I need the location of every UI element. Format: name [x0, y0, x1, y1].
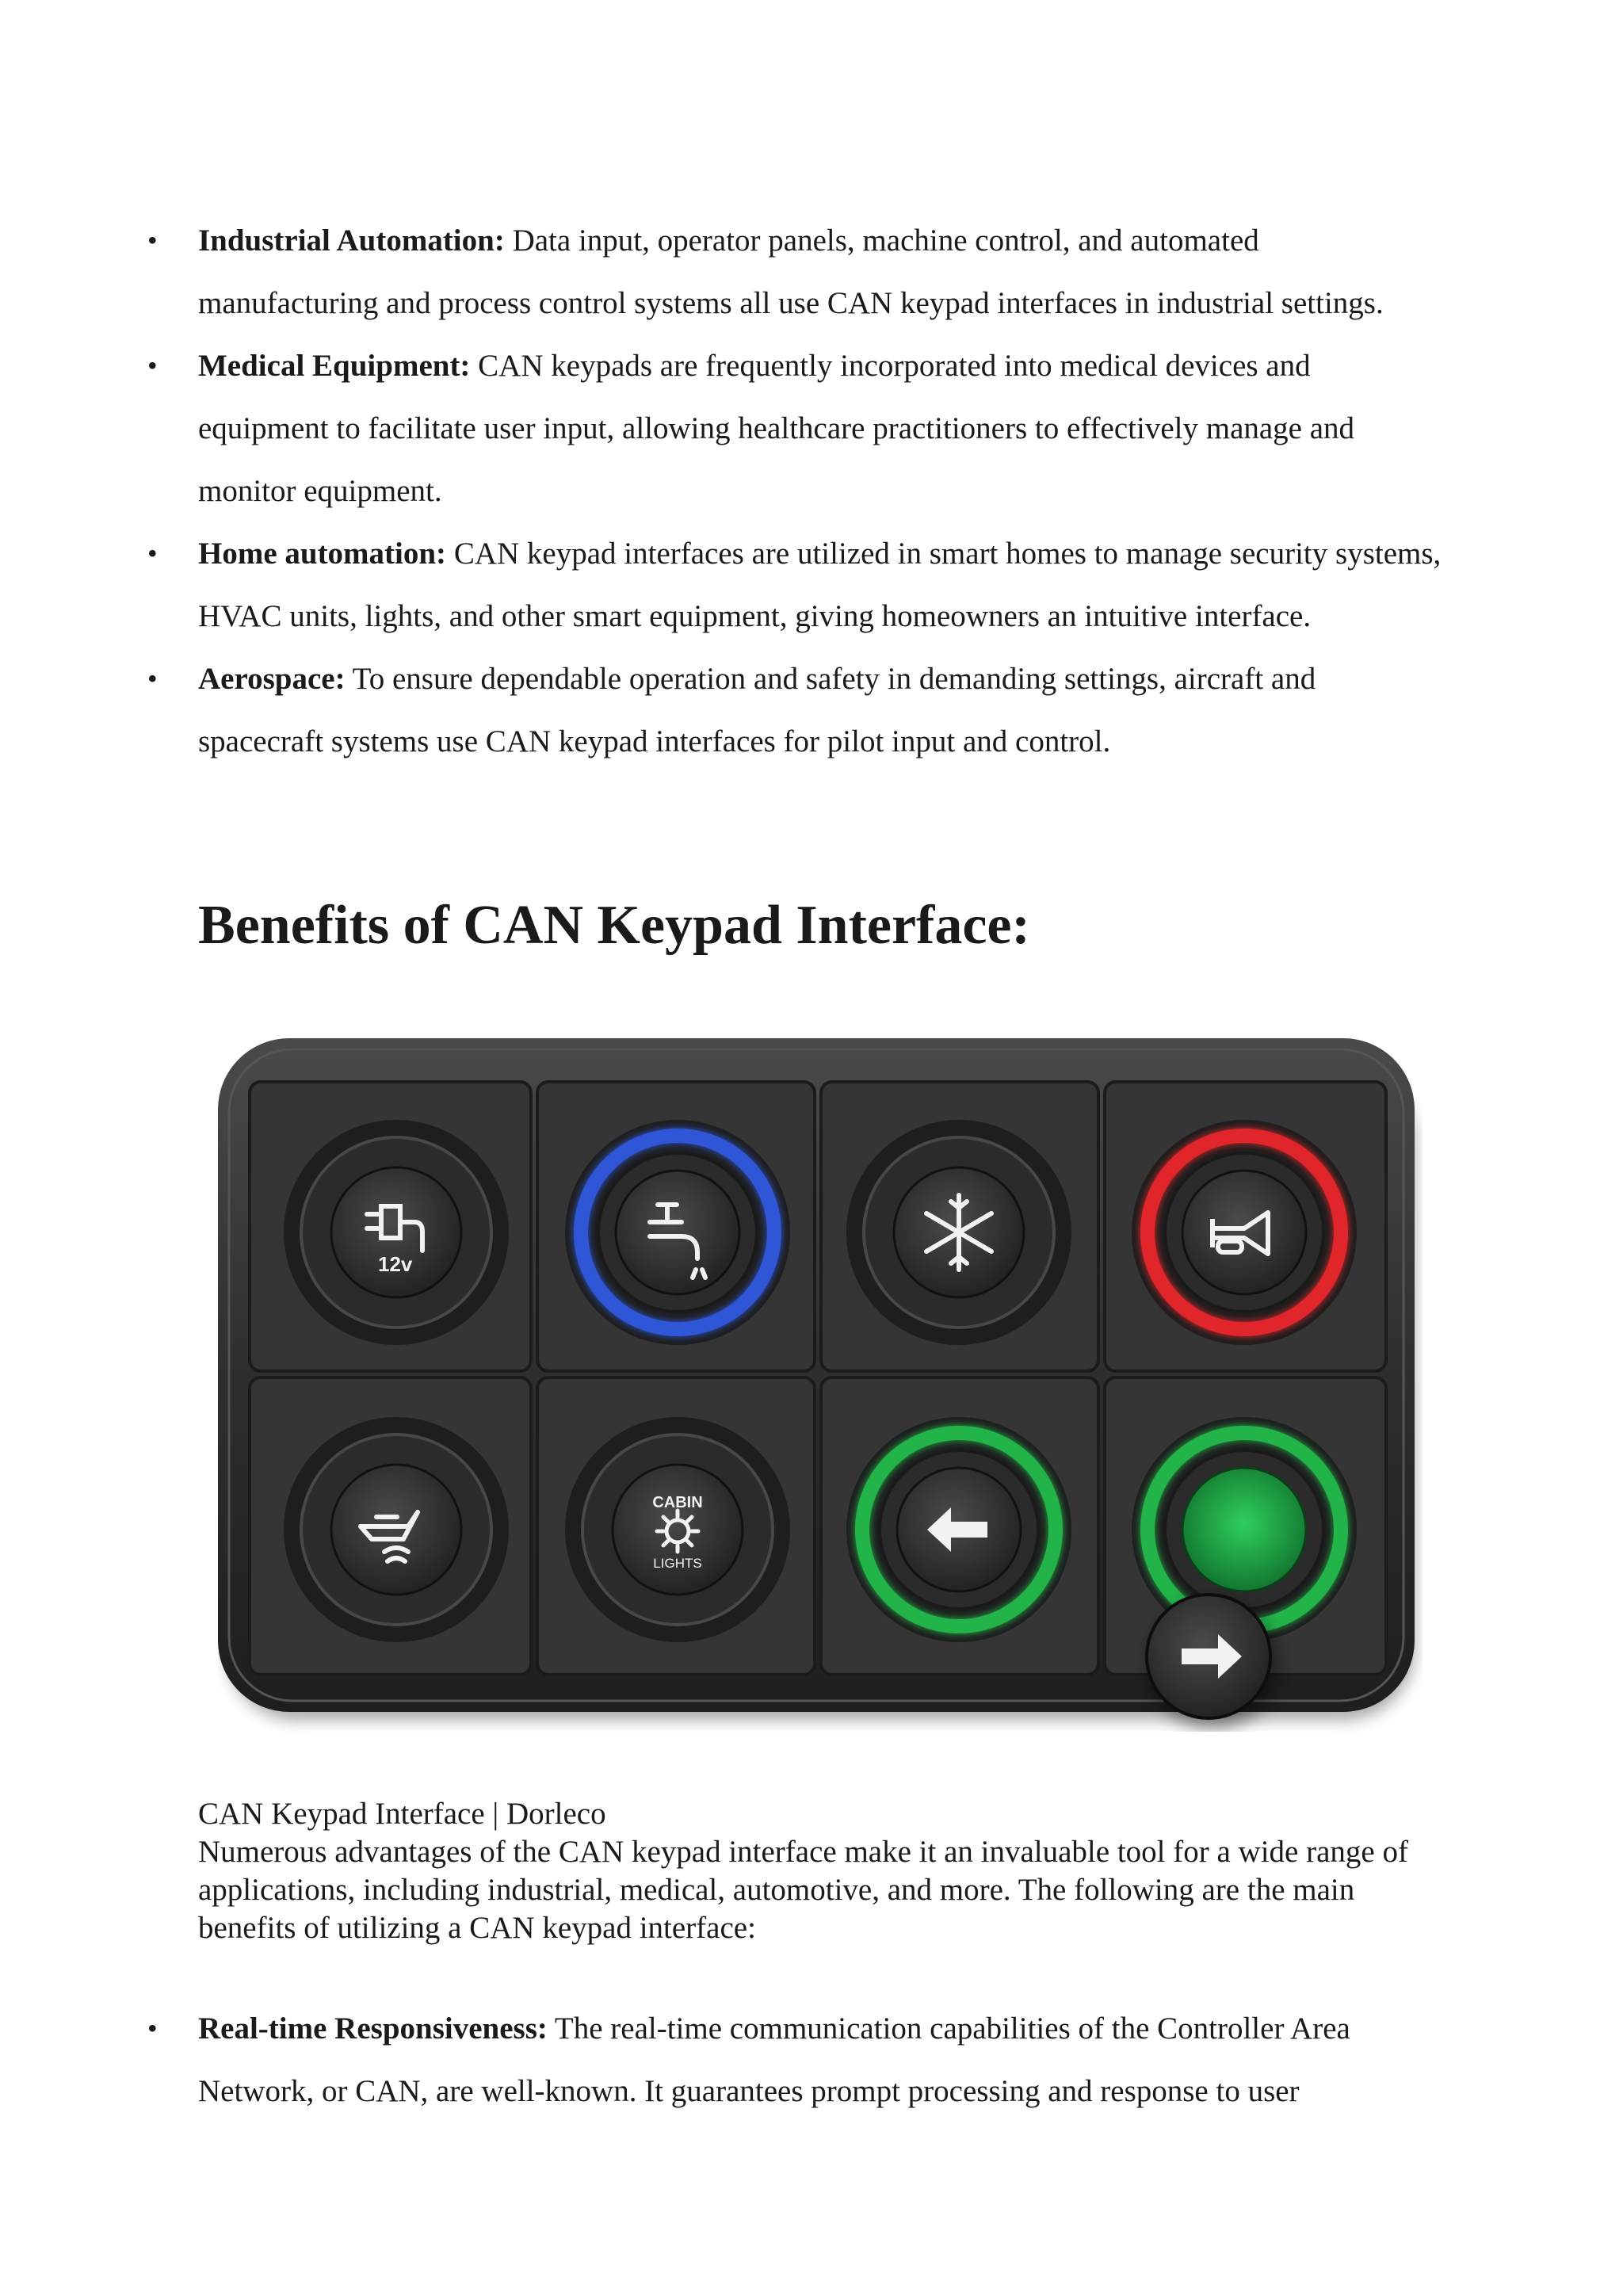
button-snowflake-ac[interactable]	[846, 1120, 1071, 1345]
item-text: To ensure dependable operation and safety in demanding settings, aircraft and spacecraft systems use CAN keypad interfaces for pilot input and control.	[198, 662, 1316, 758]
button-12v-power[interactable]	[284, 1120, 509, 1345]
bullet-icon: •	[147, 350, 158, 381]
item-text: Data input, operator panels, machine control, and automated manufacturing and process control systems all use CAN keypad interfaces in industrial settings.	[198, 223, 1384, 320]
keypad-image	[218, 1038, 1423, 1732]
item-term: Real-time Responsiveness:	[198, 2011, 548, 2046]
item-term: Medical Equipment:	[198, 349, 471, 383]
lights-label: LIGHTS	[653, 1556, 702, 1571]
bullet-icon: •	[147, 224, 158, 256]
button-cabin-lights[interactable]	[565, 1417, 790, 1642]
button-water-tap[interactable]	[565, 1120, 790, 1345]
image-caption: CAN Keypad Interface | Dorleco	[198, 1797, 606, 1831]
list-item	[0, 1997, 1442, 2122]
item-term: Industrial Automation:	[198, 223, 505, 258]
item-term: Home automation:	[198, 537, 447, 571]
button-boat-hull[interactable]	[284, 1417, 509, 1642]
power-label: 12v	[378, 1252, 413, 1276]
bullet-icon: •	[147, 2012, 158, 2044]
bullet-icon: •	[147, 663, 158, 694]
bullet-icon: •	[147, 537, 158, 569]
cabin-label: CABIN	[652, 1494, 703, 1511]
list-item	[0, 209, 1442, 334]
item-text: The real-time communication capabilities of the Controller Area Network, or CAN, are well-known. It guarantees prompt processing and response to user	[198, 2011, 1350, 2108]
applications-list	[0, 209, 1623, 773]
button-horn[interactable]	[1132, 1120, 1357, 1345]
list-item	[0, 648, 1442, 773]
intro-paragraph: Numerous advantages of the CAN keypad interface make it an invaluable tool for a wide range of applications, including industrial, medical, automotive, and more. The following are the main benefits of utilizing a CAN keypad interface:	[198, 1835, 1408, 1945]
item-text: CAN keypads are frequently incorporated into medical devices and equipment to facilitate user input, allowing healthcare practitioners to effectively manage and monitor equipment.	[198, 349, 1355, 508]
section-heading: Benefits of CAN Keypad Interface:	[198, 895, 1030, 956]
list-item	[0, 334, 1442, 522]
list-item	[0, 522, 1442, 648]
item-term: Aerospace:	[198, 662, 346, 696]
item-text: CAN keypad interfaces are utilized in smart homes to manage security systems, HVAC units, lights, and other smart equipment, giving homeowners an intuitive interface.	[198, 537, 1442, 633]
benefits-list	[0, 1997, 1623, 2122]
button-arrow-left[interactable]	[846, 1417, 1071, 1642]
